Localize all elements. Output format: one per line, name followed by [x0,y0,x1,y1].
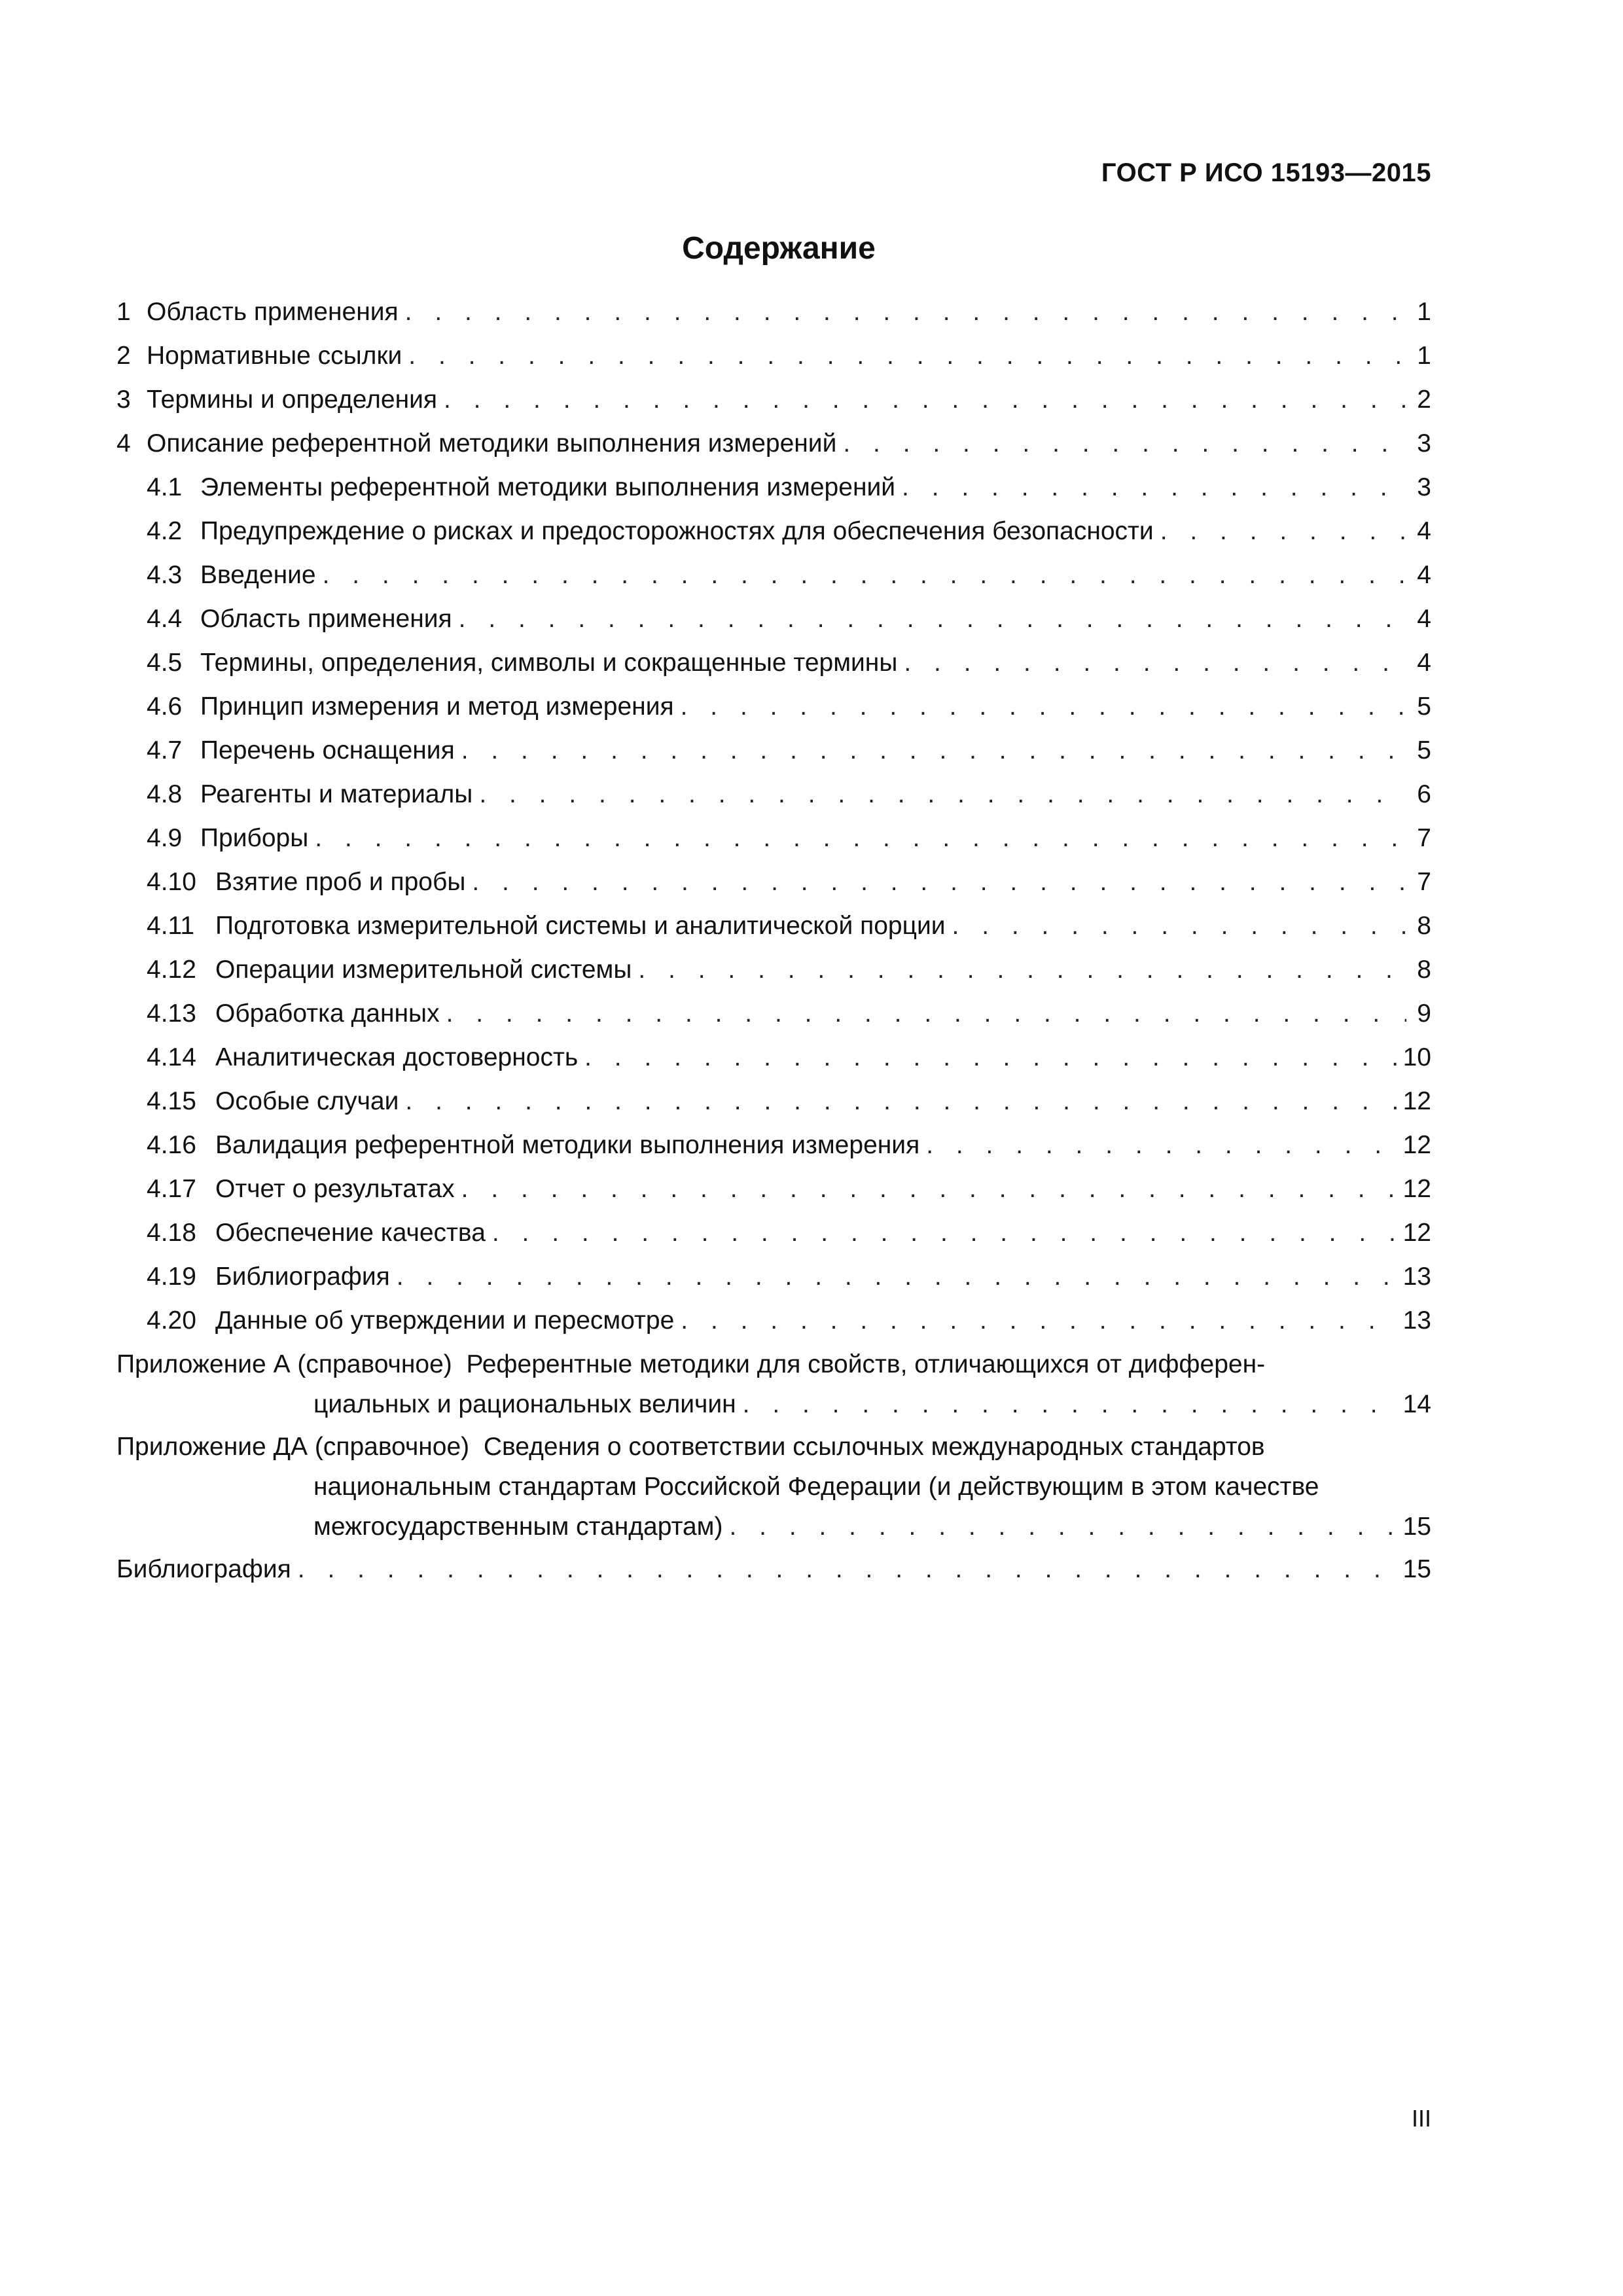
toc-entry-label: Элементы референтной методики выполнения измерений [200,473,896,501]
dot-leader [397,1263,1397,1291]
toc-entry-page: 5 [1417,736,1431,764]
toc-entry[interactable] [116,1087,1431,1131]
toc-appendix-label: Референтные методики для свойств, отличающихся от дифферен- [466,1350,1266,1378]
dot-leader [461,736,1406,765]
toc-entry-label: Реагенты и материалы [200,780,473,808]
toc-entry-line [116,1043,1431,1080]
toc-entry[interactable] [116,473,1431,517]
dot-leader [1160,517,1406,546]
toc-entry-line [116,1087,1431,1124]
toc-entry-line [116,1306,1431,1343]
toc-entry-page: 9 [1417,999,1431,1028]
toc-appendix-line [116,1433,1431,1473]
toc-bibliography-label: Библиография [116,1555,291,1583]
toc-appendix-label: межгосударственным стандартам) [313,1513,723,1541]
toc-entry-page: 12 [1402,1175,1431,1203]
toc-entry-page: 8 [1417,912,1431,940]
toc-entry[interactable] [116,561,1431,605]
toc-entry[interactable] [116,1131,1431,1175]
toc-appendix-line [116,1513,1431,1552]
toc-entry-label: Валидация референтной методики выполнения измерения [215,1131,920,1159]
toc-entry-number: 4.18 [147,1219,196,1247]
toc-entry-label: Нормативные ссылки [147,342,402,370]
toc-entry[interactable] [116,956,1431,999]
toc-entry-number: 4.16 [147,1131,196,1159]
toc-bibliography-line [116,1555,1431,1592]
toc-entry[interactable] [116,1219,1431,1263]
toc-entry-line [116,473,1431,510]
toc-appendix-label: циальных и рациональных величин [313,1390,736,1418]
toc-entry-page: 8 [1417,956,1431,984]
toc-entry-number: 4.20 [147,1306,196,1335]
toc-entry[interactable] [116,868,1431,912]
dot-leader [459,605,1406,634]
dot-leader [444,386,1406,414]
toc-title: Содержание [682,231,876,266]
toc-entry[interactable] [116,999,1431,1043]
toc-entry-number: 4.10 [147,868,196,896]
toc-entry-label: Область применения [200,605,452,633]
toc-appendix-prefix: Приложение А (справочное) [116,1350,452,1378]
toc-entry-line [116,824,1431,861]
toc-entry-number: 4.5 [147,649,183,677]
dot-leader [843,429,1406,458]
toc-entry-label: Термины и определения [147,386,438,414]
dot-leader [446,999,1406,1028]
toc-entry-number: 4.13 [147,999,196,1028]
toc-entry-label: Предупреждение о рисках и предосторожностях для обеспечения безопасности [200,517,1154,545]
toc-entry-number: 4.4 [147,605,183,633]
toc-entry-number: 4.6 [147,692,183,721]
toc-appendix-page: 15 [1402,1513,1431,1541]
toc-entry-page: 10 [1402,1043,1431,1071]
toc-entry-number: 4.7 [147,736,183,764]
toc-appendix-entry[interactable] [116,1350,1431,1430]
toc-entry-line [116,386,1431,422]
dot-leader [472,868,1406,897]
toc-entry-number: 4.3 [147,561,183,589]
toc-entry-line [116,605,1431,641]
toc-entry-line [116,1219,1431,1255]
dot-leader [681,1306,1396,1335]
toc-appendix-line [116,1350,1431,1390]
toc-entry-page: 3 [1417,429,1431,457]
dot-leader [405,298,1406,327]
toc-entry-number: 4.17 [147,1175,196,1203]
toc-entry-number: 4.12 [147,956,196,984]
toc-entry-label: Подготовка измерительной системы и аналитической порции [215,912,946,940]
dot-leader [681,692,1406,721]
dot-leader [492,1219,1397,1247]
dot-leader [584,1043,1396,1072]
dot-leader [323,561,1406,590]
dot-leader [479,780,1406,809]
toc-entry-page: 12 [1402,1131,1431,1159]
toc-entry[interactable] [116,342,1431,386]
toc-entry-label: Область применения [147,298,399,326]
toc-entry-page: 12 [1402,1219,1431,1247]
toc-entry-number: 4 [116,429,131,457]
toc-entry-line [116,649,1431,685]
toc-entry-line [116,999,1431,1036]
toc-entry-page: 4 [1417,517,1431,545]
toc-appendix-line [116,1473,1431,1513]
toc-entry[interactable] [116,517,1431,561]
toc-entry-page: 12 [1402,1087,1431,1115]
toc-appendix-page: 14 [1402,1390,1431,1418]
toc-entry-label: Перечень оснащения [200,736,455,764]
toc-entry[interactable] [116,824,1431,868]
dot-leader [926,1131,1396,1160]
toc-entry-page: 6 [1417,780,1431,808]
toc-entry-page: 1 [1417,298,1431,326]
toc-entry[interactable] [116,912,1431,956]
toc-entry-number: 4.8 [147,780,183,808]
toc-bibliography-page: 15 [1402,1555,1431,1583]
toc-entry-number: 4.11 [147,912,195,940]
page-number: III [1411,2105,1431,2132]
toc-entry-label: Особые случаи [215,1087,399,1115]
toc-entry-label: Описание референтной методики выполнения измерений [147,429,837,457]
toc-entry-line [116,780,1431,817]
dot-leader [904,649,1406,677]
toc-entry-page: 7 [1417,824,1431,852]
toc-appendix-line [116,1390,1431,1430]
toc-entry-label: Обработка данных [215,999,440,1028]
toc-entry[interactable] [116,298,1431,342]
toc-entry-line [116,298,1431,334]
toc-entry[interactable] [116,386,1431,429]
toc-entry[interactable] [116,1043,1431,1087]
toc-entry-line [116,1263,1431,1299]
dot-leader [638,956,1406,984]
toc-entry[interactable] [116,736,1431,780]
toc-entry-number: 4.19 [147,1263,196,1291]
toc-entry-page: 4 [1417,561,1431,589]
toc-entry-line [116,692,1431,729]
toc-entry-number: 1 [116,298,131,326]
toc-entry-number: 4.14 [147,1043,196,1071]
toc-entry-label: Аналитическая достоверность [215,1043,579,1071]
toc-entry-line [116,912,1431,948]
toc-entry-page: 2 [1417,386,1431,414]
toc-entry-label: Данные об утверждении и пересмотре [215,1306,675,1335]
toc-appendix-entry[interactable] [116,1433,1431,1552]
toc-entry-label: Взятие проб и пробы [215,868,466,896]
dot-leader [405,1087,1396,1116]
dot-leader [298,1555,1397,1584]
toc-entry-line [116,1131,1431,1168]
toc-appendix-label: Сведения о соответствии ссылочных международных стандартов [483,1433,1265,1461]
toc-entry[interactable] [116,1175,1431,1219]
toc-bibliography-entry[interactable] [116,1555,1431,1599]
toc-entry[interactable] [116,429,1431,473]
toc-entry-number: 2 [116,342,131,370]
dot-leader [461,1175,1397,1204]
dot-leader [952,912,1406,941]
dot-leader [902,473,1406,502]
toc-entry-label: Операции измерительной системы [215,956,632,984]
dot-leader [730,1513,1397,1541]
toc-entry-page: 4 [1417,605,1431,633]
toc-entry-line [116,517,1431,554]
dot-leader [743,1390,1397,1419]
toc-entry-label: Обеспечение качества [215,1219,486,1247]
toc-entry-label: Библиография [215,1263,390,1291]
document-code: ГОСТ Р ИСО 15193—2015 [1101,158,1431,187]
toc-entry-line [116,429,1431,466]
toc-entry-line [116,736,1431,773]
toc-entry[interactable] [116,1263,1431,1306]
toc-entry[interactable] [116,1306,1431,1350]
toc-entry-label: Термины, определения, символы и сокращенные термины [200,649,898,677]
toc-entry-label: Приборы [200,824,309,852]
toc-entry-line [116,1175,1431,1211]
toc-entry-page: 13 [1402,1263,1431,1291]
toc-entry-line [116,561,1431,598]
toc-entry-label: Принцип измерения и метод измерения [200,692,674,721]
toc-entry-page: 1 [1417,342,1431,370]
toc-entry-page: 5 [1417,692,1431,721]
toc-entry[interactable] [116,780,1431,824]
toc-entry-page: 4 [1417,649,1431,677]
table-of-contents [116,298,1431,1599]
toc-entry-line [116,868,1431,905]
toc-entry-number: 4.2 [147,517,183,545]
toc-entry[interactable] [116,692,1431,736]
toc-entry-line [116,956,1431,992]
toc-appendix-label: национальным стандартам Российской Федерации (и действующим в этом качестве [313,1473,1319,1501]
toc-entry-label: Отчет о результатах [215,1175,455,1203]
toc-entry-number: 4.9 [147,824,183,852]
dot-leader [408,342,1406,370]
toc-entry-number: 4.1 [147,473,183,501]
dot-leader [315,824,1406,853]
toc-entry-label: Введение [200,561,316,589]
toc-entry-page: 7 [1417,868,1431,896]
toc-entry-number: 3 [116,386,131,414]
toc-entry[interactable] [116,649,1431,692]
toc-appendix-prefix: Приложение ДА (справочное) [116,1433,470,1461]
toc-entry-line [116,342,1431,378]
toc-entry-number: 4.15 [147,1087,196,1115]
toc-entry-page: 3 [1417,473,1431,501]
toc-entry[interactable] [116,605,1431,649]
toc-entry-page: 13 [1402,1306,1431,1335]
